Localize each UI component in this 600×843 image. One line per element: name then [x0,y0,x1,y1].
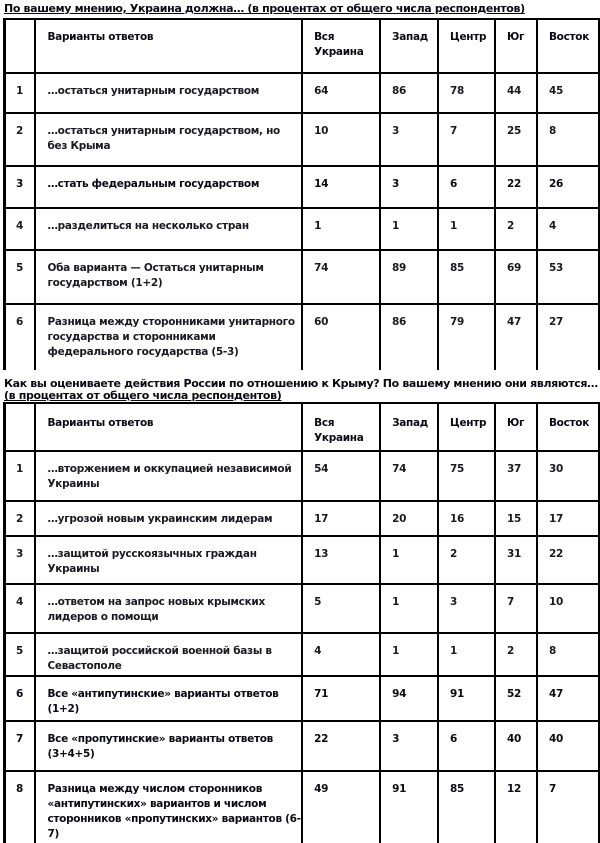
row-number: 2 [5,113,36,166]
value-west: 1 [380,633,438,676]
answer-text: …защитой российской военной базы в Севастополе [35,633,302,676]
answer-text: …остаться унитарным государством, но без Крыма [35,113,302,166]
row-number: 1 [5,451,36,501]
value-east: 17 [537,501,599,536]
value-east: 53 [537,250,599,304]
value-west: 91 [380,771,438,843]
value-all-ukraine: 60 [302,304,380,370]
column-header: Центр [438,19,495,73]
answer-text: Все «пропутинские» варианты ответов (3+4+5) [35,721,302,771]
value-east: 8 [537,113,599,166]
column-header: Центр [438,403,495,451]
column-header [5,19,36,73]
table-row [5,166,600,208]
value-center: 79 [438,304,495,370]
survey-table-russia-crimea [3,402,600,843]
value-all-ukraine: 1 [302,208,380,250]
value-east: 7 [537,771,599,843]
value-east: 26 [537,166,599,208]
table-row [5,584,600,633]
value-west: 1 [380,208,438,250]
value-east: 40 [537,721,599,771]
value-south: 44 [495,73,537,113]
row-number: 6 [5,304,36,370]
value-south: 40 [495,721,537,771]
table-row [5,73,600,113]
value-center: 16 [438,501,495,536]
column-header: Варианты ответов [35,403,302,451]
value-south: 25 [495,113,537,166]
answer-text: …остаться унитарным государством [35,73,302,113]
answer-text: …угрозой новым украинским лидерам [35,501,302,536]
survey-table-ukraine-future [3,18,600,370]
answer-text: Разница между числом сторонников «антипутинских» вариантов и числом сторонников «пропутинских» вариантов (6-7) [35,771,302,843]
value-center: 3 [438,584,495,633]
column-header: Запад [380,403,438,451]
value-center: 91 [438,676,495,721]
value-south: 12 [495,771,537,843]
value-all-ukraine: 13 [302,536,380,584]
value-center: 6 [438,721,495,771]
table-row [5,721,600,771]
value-south: 31 [495,536,537,584]
table-row [5,451,600,501]
answer-text: …разделиться на несколько стран [35,208,302,250]
value-west: 20 [380,501,438,536]
answer-text: Оба варианта — Остаться унитарным государством (1+2) [35,250,302,304]
table-row [5,304,600,370]
value-all-ukraine: 71 [302,676,380,721]
value-center: 85 [438,771,495,843]
table-row [5,633,600,676]
column-header: Варианты ответов [35,19,302,73]
table-row [5,676,600,721]
answer-text: Все «антипутинские» варианты ответов (1+2) [35,676,302,721]
value-all-ukraine: 5 [302,584,380,633]
column-header [5,403,36,451]
answer-text: …ответом на запрос новых крымских лидеров о помощи [35,584,302,633]
value-center: 7 [438,113,495,166]
table-row [5,250,600,304]
value-east: 30 [537,451,599,501]
value-south: 15 [495,501,537,536]
row-number: 3 [5,536,36,584]
value-west: 94 [380,676,438,721]
value-center: 75 [438,451,495,501]
column-header: Юг [495,403,537,451]
value-east: 8 [537,633,599,676]
row-number: 6 [5,676,36,721]
value-south: 69 [495,250,537,304]
value-east: 10 [537,584,599,633]
value-east: 45 [537,73,599,113]
table-row [5,536,600,584]
table2-title: Как вы оцениваете действия России по отношению к Крыму? По вашему мнению они являются… (в процентах от общего числа респондентов) [4,377,598,402]
row-number: 8 [5,771,36,843]
header-row [5,403,600,451]
value-south: 7 [495,584,537,633]
value-all-ukraine: 14 [302,166,380,208]
value-south: 2 [495,633,537,676]
table-row [5,501,600,536]
value-all-ukraine: 64 [302,73,380,113]
value-east: 47 [537,676,599,721]
row-number: 5 [5,250,36,304]
row-number: 5 [5,633,36,676]
value-east: 22 [537,536,599,584]
value-center: 78 [438,73,495,113]
column-header: Восток [537,19,599,73]
column-header: Вся Украина [302,19,380,73]
value-south: 47 [495,304,537,370]
value-west: 3 [380,721,438,771]
row-number: 4 [5,208,36,250]
value-all-ukraine: 17 [302,501,380,536]
value-west: 3 [380,166,438,208]
row-number: 3 [5,166,36,208]
value-east: 4 [537,208,599,250]
value-west: 86 [380,304,438,370]
value-center: 85 [438,250,495,304]
value-west: 1 [380,584,438,633]
value-south: 2 [495,208,537,250]
value-west: 86 [380,73,438,113]
value-center: 2 [438,536,495,584]
row-number: 2 [5,501,36,536]
answer-text: Разница между сторонниками унитарного государства и сторонниками федерального государства (5-3) [35,304,302,370]
table1-title: По вашему мнению, Украина должна… (в процентах от общего числа респондентов) [4,2,525,15]
value-west: 1 [380,536,438,584]
value-west: 3 [380,113,438,166]
value-all-ukraine: 54 [302,451,380,501]
value-west: 74 [380,451,438,501]
value-center: 1 [438,633,495,676]
column-header: Юг [495,19,537,73]
value-south: 22 [495,166,537,208]
value-all-ukraine: 74 [302,250,380,304]
answer-text: …защитой русскоязычных граждан Украины [35,536,302,584]
answer-text: …вторжением и оккупацией независимой Украины [35,451,302,501]
column-header: Запад [380,19,438,73]
row-number: 1 [5,73,36,113]
table-row [5,771,600,843]
value-all-ukraine: 10 [302,113,380,166]
value-south: 37 [495,451,537,501]
row-number: 7 [5,721,36,771]
header-row [5,19,600,73]
value-all-ukraine: 4 [302,633,380,676]
value-center: 1 [438,208,495,250]
answer-text: …стать федеральным государством [35,166,302,208]
value-center: 6 [438,166,495,208]
row-number: 4 [5,584,36,633]
value-all-ukraine: 49 [302,771,380,843]
column-header: Восток [537,403,599,451]
value-south: 52 [495,676,537,721]
table-row [5,208,600,250]
value-all-ukraine: 22 [302,721,380,771]
value-west: 89 [380,250,438,304]
value-east: 27 [537,304,599,370]
table-row [5,113,600,166]
column-header: Вся Украина [302,403,380,451]
